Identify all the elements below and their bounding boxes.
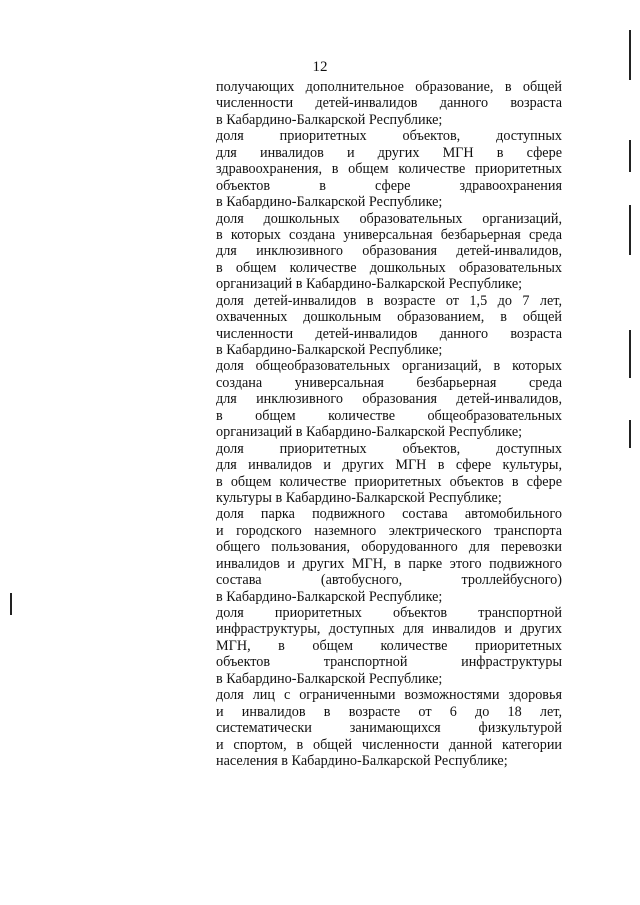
text-line: охваченных дошкольным образованием, в общей: [216, 309, 562, 326]
text-line: общего пользования, оборудованного для перевозки: [216, 539, 562, 556]
text-line: в которых создана универсальная безбарьерная среда: [216, 226, 562, 243]
text-line: инвалидов и других МГН, в парке этого подвижного: [216, 555, 562, 572]
text-line: и инвалидов в возрасте от 6 до 18 лет,: [216, 703, 562, 720]
text-line: и спортом, в общей численности данной категории: [216, 736, 562, 753]
text-line: доля приоритетных объектов, доступных: [216, 440, 562, 457]
text-line: в Кабардино-Балкарской Республике;: [216, 194, 443, 211]
scan-edge-mark: [629, 205, 631, 255]
page-number: 12: [312, 59, 328, 75]
text-line: культуры в Кабардино-Балкарской Республике;: [216, 489, 502, 506]
text-line: для инвалидов и других МГН в сфере культуры,: [216, 457, 562, 474]
text-line: в Кабардино-Балкарской Республике;: [216, 342, 443, 358]
text-line: в Кабардино-Балкарской Республике;: [216, 588, 443, 605]
text-line: в общем количестве приоритетных объектов в сфере: [216, 473, 562, 490]
text-line: в Кабардино-Балкарской Республике;: [216, 670, 443, 687]
text-line: доля приоритетных объектов, доступных: [216, 128, 562, 145]
text-line: доля детей-инвалидов в возрасте от 1,5 до 7 лет,: [216, 292, 562, 309]
text-line: в общем количестве дошкольных образовательных: [216, 259, 562, 276]
text-line: для инклюзивного образования детей-инвалидов,: [216, 391, 562, 408]
text-line: систематически занимающихся физкультурой: [216, 720, 562, 737]
scan-edge-mark: [629, 330, 631, 378]
text-line: и городского наземного электрического транспорта: [216, 522, 562, 539]
text-line: создана универсальная безбарьерная среда: [216, 374, 562, 391]
text-line: МГН, в общем количестве приоритетных: [216, 637, 562, 654]
text-line: доля приоритетных объектов транспортной: [216, 605, 562, 621]
text-line: в Кабардино-Балкарской Республике;: [216, 111, 443, 128]
document-body: [216, 79, 562, 769]
text-line: состава (автобусного, троллейбусного): [216, 572, 562, 589]
text-line: получающих дополнительное образование, в общей: [216, 79, 562, 95]
text-line: для инвалидов и других МГН в сфере: [216, 144, 562, 161]
text-line: для инклюзивного образования детей-инвалидов,: [216, 243, 562, 260]
text-line: численности детей-инвалидов данного возраста: [216, 325, 562, 342]
text-line: инфраструктуры, доступных для инвалидов и других: [216, 621, 562, 638]
text-line: объектов в сфере здравоохранения: [216, 177, 562, 194]
text-line: в общем количестве общеобразовательных: [216, 407, 562, 424]
text-line: доля парка подвижного состава автомобильного: [216, 506, 562, 523]
scan-edge-mark: [10, 593, 12, 615]
scan-edge-mark: [629, 30, 631, 80]
text-line: населения в Кабардино-Балкарской Республике;: [216, 752, 508, 769]
text-line: доля общеобразовательных организаций, в которых: [216, 358, 562, 375]
scan-edge-mark: [629, 420, 631, 448]
scan-edge-mark: [629, 140, 631, 172]
text-line: организаций в Кабардино-Балкарской Республике;: [216, 276, 523, 293]
text-line: доля лиц с ограниченными возможностями здоровья: [216, 687, 562, 704]
text-line: организаций в Кабардино-Балкарской Республике;: [216, 424, 523, 441]
text-line: здравоохранения, в общем количестве приоритетных: [216, 161, 562, 178]
text-line: доля дошкольных образовательных организаций,: [216, 210, 562, 227]
text-line: объектов транспортной инфраструктуры: [216, 654, 562, 671]
text-line: численности детей-инвалидов данного возраста: [216, 95, 562, 112]
